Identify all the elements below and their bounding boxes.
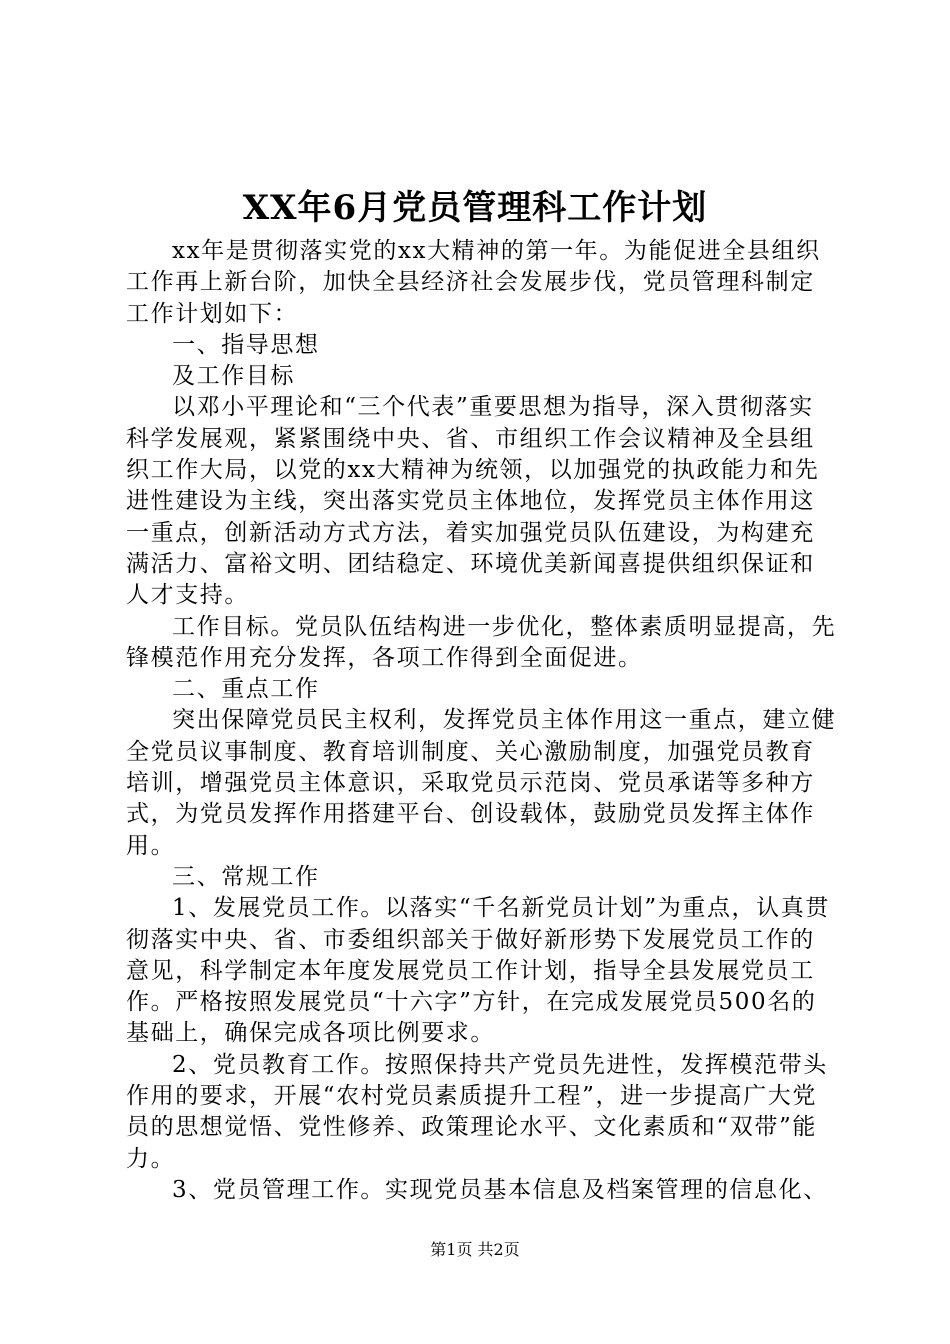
section-heading-work-goals: 及工作目标 — [172, 363, 295, 390]
guiding-thought-paragraph: 以邓小平理论和“三个代表”重要思想为指导，深入贯彻落实科学发展观，紧紧围绕中央、省、市组织工作会议精神及全县组织工作大局，以党的xx大精神为统领，以加强党的执政能力和先进性建设为主线，突出落实党员主体地位，发挥党员主体作用这一重点，创新活动方式方法，着实加强党员队伍建设，为构建充满活力、富裕文明、团结稳定、环境优美新闻喜提供组织保证和人才支持。 — [126, 394, 820, 609]
section-heading-guiding-thought: 一、指导思想 — [172, 331, 320, 358]
key-work-paragraph: 突出保障党员民主权利，发挥党员主体作用这一重点，建立健全党员议事制度、教育培训制度、关心激励制度，加强党员教育培训，增强党员主体意识，采取党员示范岗、党员承诺等多种方式，为党员发挥作用搭建平台、创设载体，鼓励党员发挥主体作用。 — [126, 707, 837, 859]
intro-paragraph: xx年是贯彻落实党的xx大精神的第一年。为能促进全县组织工作再上新台阶，加快全县经济社会发展步伐，党员管理科制定工作计划如下： — [126, 238, 821, 327]
routine-item-2-paragraph: 2、党员教育工作。按照保持共产党员先进性，发挥模范带头作用的要求，开展“农村党员素质提升工程”，进一步提高广大党员的思想觉悟、党性修养、政策理论水平、文化素质和“双带”能力。 — [126, 1051, 828, 1172]
routine-item-3-paragraph: 3、党员管理工作。实现党员基本信息及档案管理的信息化、 — [172, 1176, 828, 1203]
document-title: XX年6月党员管理科工作计划 — [242, 188, 708, 228]
section-heading-key-work: 二、重点工作 — [172, 676, 320, 703]
routine-item-1-paragraph: 1、发展党员工作。以落实“千名新党员计划”为重点，认真贯彻落实中央、省、市委组织部关于做好新形势下发展党员工作的意见，科学制定本年度发展党员工作计划，指导全县发展党员工作。严格按照发展党员“十六字”方针，在完成发展党员500名的基础上，确保完成各项比例要求。 — [126, 895, 830, 1047]
section-heading-routine-work: 三、常规工作 — [172, 863, 320, 890]
page-footer: 第1页 共2页 — [430, 1240, 520, 1259]
work-goals-paragraph: 工作目标。党员队伍结构进一步优化，整体素质明显提高，先锋模范作用充分发挥，各项工作得到全面促进。 — [126, 613, 837, 671]
document-body — [126, 236, 838, 1206]
